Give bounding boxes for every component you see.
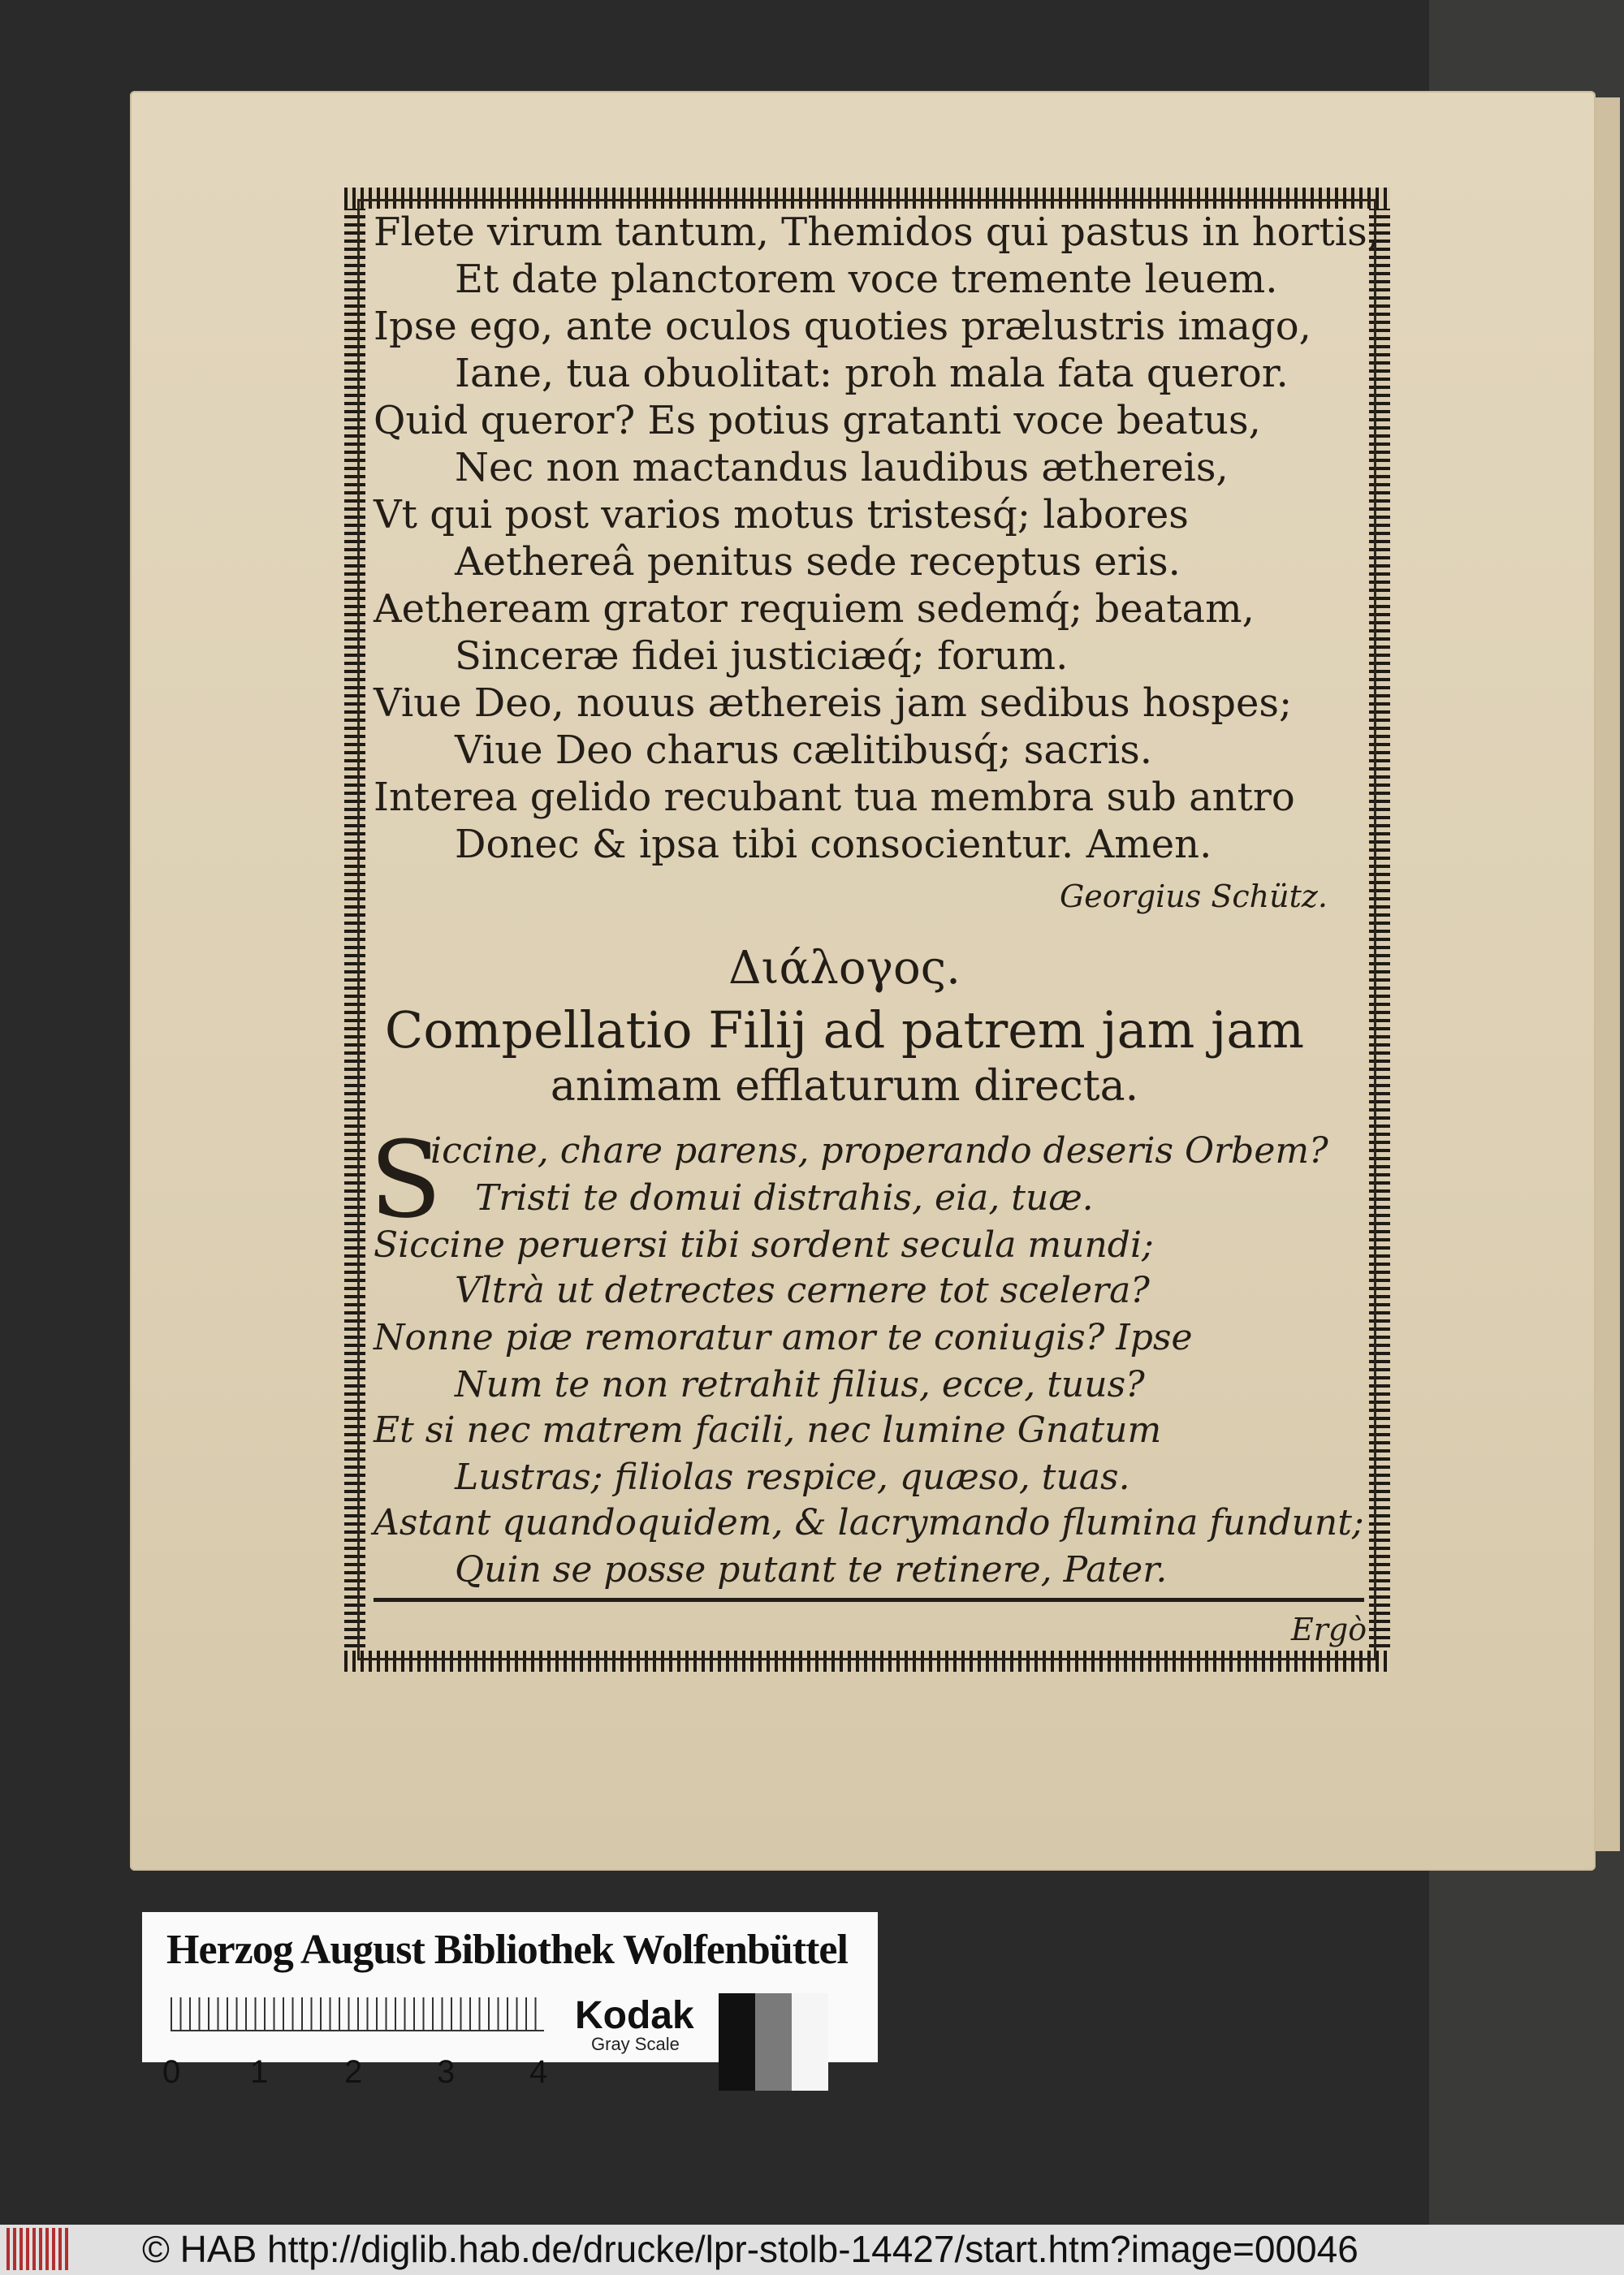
library-name: Herzog August Bibliothek Wolfenbüttel <box>166 1927 848 1973</box>
dialogue-line: Astant quandoquidem, & lacrymando flumina fundunt; <box>374 1502 1364 1543</box>
dialogue-line: Siccine peruersi tibi sordent secula mundi; <box>374 1224 1154 1266</box>
section-title: Compellatio Filij ad patrem jam jam <box>384 1000 1305 1060</box>
dialogue-line: Quin se posse putant te retinere, Pater. <box>455 1549 1168 1591</box>
dialogue-line: Nonne piæ remoratur amor te coniugis? Ipse <box>374 1317 1193 1358</box>
section-subtitle: animam efflaturum directa. <box>550 1062 1139 1111</box>
dialogue-line: iccine, chare parens, properando deseris Orbem? <box>430 1130 1328 1172</box>
dialogue-line: Et si nec matrem facili, nec lumine Gnatum <box>374 1409 1162 1451</box>
poem-line: Interea gelido recubant tua membra sub antro <box>374 775 1295 820</box>
poem-line: Vt qui post varios motus tristesq́; labores <box>374 492 1189 537</box>
poem-line: Aethereâ penitus sede receptus eris. <box>455 539 1181 585</box>
closing-rule <box>374 1598 1364 1602</box>
poem-line: Viue Deo, nouus æthereis jam sedibus hospes; <box>374 680 1293 726</box>
poem-line: Nec non mactandus laudibus æthereis, <box>455 445 1229 490</box>
dialogue-line: Tristi te domui distrahis, eia, tuæ. <box>475 1177 1094 1219</box>
kodak-logo: Kodak <box>575 1994 694 2037</box>
poem-line: Sinceræ fidei justiciæq́; forum. <box>455 633 1069 679</box>
greek-heading: Διάλογος. <box>728 942 961 995</box>
gray-scale-label: Gray Scale <box>591 2034 680 2054</box>
poem-line: Ipse ego, ante oculos quoties prælustris imago, <box>374 304 1311 349</box>
poem-line: Et date planctorem voce tremente leuem. <box>455 257 1278 302</box>
poem-line: Donec & ipsa tibi consocientur. Amen. <box>455 822 1212 867</box>
signature: Georgius Schütz. <box>1059 878 1328 914</box>
ruler-scale <box>171 1997 544 2030</box>
ruler-number: 3 <box>437 2054 456 2090</box>
footer-link[interactable]: © HAB http://diglib.hab.de/drucke/lpr-stolb-14427/start.htm?image=00046 <box>142 2228 1358 2270</box>
gray-swatch-black <box>719 1993 755 2091</box>
ruler-number: 2 <box>344 2054 363 2090</box>
poem-line: Aetheream grator requiem sedemq́; beatam, <box>374 586 1255 632</box>
dialogue-line: Lustras; filiolas respice, quæso, tuas. <box>455 1457 1130 1498</box>
gray-swatch-mid <box>755 1993 792 2091</box>
dialogue-line: Num te non retrahit filius, ecce, tuus? <box>455 1364 1145 1405</box>
ruler-number: 4 <box>529 2054 548 2090</box>
drop-capital: S <box>369 1118 443 1241</box>
poem-line: Iane, tua obuolitat: proh mala fata queror. <box>455 351 1289 396</box>
hab-logo-icon <box>6 2228 71 2270</box>
catchword: Ergò <box>1291 1612 1367 1647</box>
ruler-number: 1 <box>250 2054 269 2090</box>
ruler-baseline <box>171 2030 544 2031</box>
poem-line: Viue Deo charus cælitibusq́; sacris. <box>455 727 1153 773</box>
dialogue-line: Vltrà ut detrectes cernere tot scelera? <box>455 1270 1150 1311</box>
poem-line: Flete virum tantum, Themidos qui pastus in hortis, <box>374 209 1380 255</box>
ruler-number: 0 <box>162 2054 181 2090</box>
gray-swatch-white <box>792 1993 828 2091</box>
poem-line: Quid queror? Es potius gratanti voce beatus, <box>374 398 1261 443</box>
